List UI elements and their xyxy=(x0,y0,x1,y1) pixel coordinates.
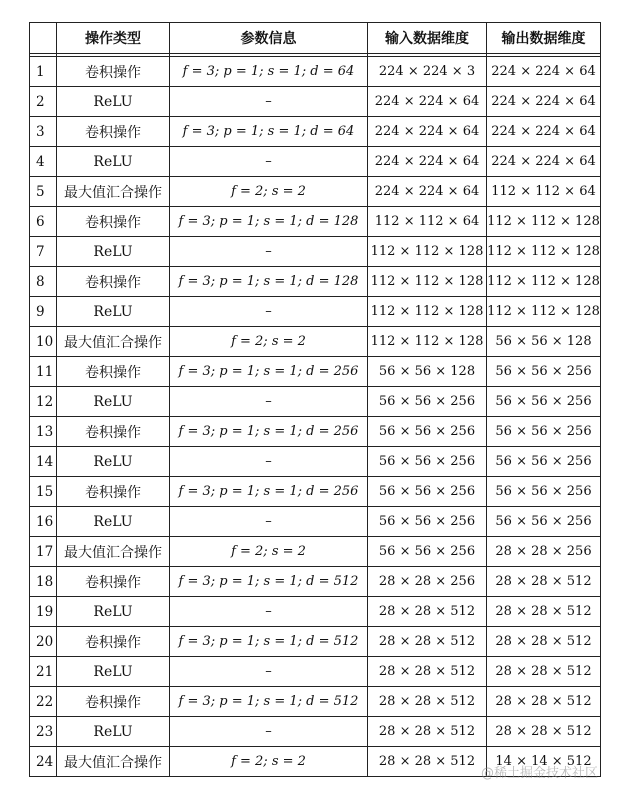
row-index: 19 xyxy=(30,597,57,627)
table-row xyxy=(30,147,601,177)
table-row xyxy=(30,297,601,327)
row-params: – xyxy=(170,717,368,747)
row-params: f = 2; s = 2 xyxy=(170,327,368,357)
row-op-type: 卷积操作 xyxy=(57,207,170,237)
table-row xyxy=(30,567,601,597)
row-output-dim: 28 × 28 × 512 xyxy=(487,627,601,657)
row-index: 12 xyxy=(30,387,57,417)
header-output-dim: 输出数据维度 xyxy=(487,23,601,54)
row-op-type: 卷积操作 xyxy=(57,417,170,447)
row-op-type: 卷积操作 xyxy=(57,567,170,597)
row-params: f = 3; p = 1; s = 1; d = 512 xyxy=(170,687,368,717)
row-input-dim: 56 × 56 × 256 xyxy=(368,537,487,567)
table-row xyxy=(30,657,601,687)
table-row xyxy=(30,417,601,447)
row-output-dim: 224 × 224 × 64 xyxy=(487,147,601,177)
row-output-dim: 112 × 112 × 128 xyxy=(487,207,601,237)
row-params: – xyxy=(170,447,368,477)
table-row xyxy=(30,717,601,747)
row-output-dim: 28 × 28 × 256 xyxy=(487,537,601,567)
row-params: – xyxy=(170,507,368,537)
table-row xyxy=(30,327,601,357)
row-input-dim: 56 × 56 × 256 xyxy=(368,417,487,447)
row-index: 23 xyxy=(30,717,57,747)
row-output-dim: 28 × 28 × 512 xyxy=(487,567,601,597)
row-op-type: 卷积操作 xyxy=(57,477,170,507)
row-op-type: 卷积操作 xyxy=(57,357,170,387)
row-input-dim: 28 × 28 × 512 xyxy=(368,717,487,747)
row-output-dim: 14 × 14 × 512 xyxy=(487,747,601,777)
row-input-dim: 224 × 224 × 64 xyxy=(368,87,487,117)
row-index: 22 xyxy=(30,687,57,717)
row-op-type: ReLU xyxy=(57,717,170,747)
row-op-type: 卷积操作 xyxy=(57,627,170,657)
row-index: 1 xyxy=(30,57,57,87)
row-index: 13 xyxy=(30,417,57,447)
row-index: 5 xyxy=(30,177,57,207)
row-output-dim: 56 × 56 × 256 xyxy=(487,357,601,387)
row-params: – xyxy=(170,597,368,627)
row-params: – xyxy=(170,237,368,267)
table-row xyxy=(30,237,601,267)
table-row xyxy=(30,87,601,117)
row-op-type: ReLU xyxy=(57,657,170,687)
row-index: 16 xyxy=(30,507,57,537)
row-output-dim: 56 × 56 × 256 xyxy=(487,507,601,537)
row-output-dim: 28 × 28 × 512 xyxy=(487,597,601,627)
row-op-type: ReLU xyxy=(57,387,170,417)
row-op-type: ReLU xyxy=(57,87,170,117)
row-op-type: 卷积操作 xyxy=(57,117,170,147)
table-row xyxy=(30,597,601,627)
table-row xyxy=(30,627,601,657)
table-row xyxy=(30,537,601,567)
row-input-dim: 224 × 224 × 64 xyxy=(368,147,487,177)
row-input-dim: 224 × 224 × 64 xyxy=(368,117,487,147)
row-input-dim: 56 × 56 × 256 xyxy=(368,447,487,477)
row-input-dim: 112 × 112 × 128 xyxy=(368,267,487,297)
table-container xyxy=(29,22,601,777)
row-op-type: ReLU xyxy=(57,507,170,537)
row-params: – xyxy=(170,387,368,417)
row-output-dim: 28 × 28 × 512 xyxy=(487,687,601,717)
row-output-dim: 56 × 56 × 128 xyxy=(487,327,601,357)
row-input-dim: 56 × 56 × 256 xyxy=(368,507,487,537)
row-index: 9 xyxy=(30,297,57,327)
vgg-layer-table xyxy=(29,22,601,777)
row-index: 7 xyxy=(30,237,57,267)
row-output-dim: 56 × 56 × 256 xyxy=(487,447,601,477)
row-index: 15 xyxy=(30,477,57,507)
row-index: 3 xyxy=(30,117,57,147)
row-params: – xyxy=(170,297,368,327)
row-input-dim: 28 × 28 × 512 xyxy=(368,687,487,717)
row-output-dim: 28 × 28 × 512 xyxy=(487,657,601,687)
table-row xyxy=(30,687,601,717)
row-params: f = 2; s = 2 xyxy=(170,177,368,207)
table-row xyxy=(30,207,601,237)
row-output-dim: 28 × 28 × 512 xyxy=(487,717,601,747)
row-output-dim: 56 × 56 × 256 xyxy=(487,417,601,447)
row-input-dim: 28 × 28 × 512 xyxy=(368,627,487,657)
row-input-dim: 28 × 28 × 256 xyxy=(368,567,487,597)
row-output-dim: 224 × 224 × 64 xyxy=(487,117,601,147)
row-output-dim: 112 × 112 × 128 xyxy=(487,297,601,327)
table-row xyxy=(30,387,601,417)
row-index: 8 xyxy=(30,267,57,297)
row-index: 14 xyxy=(30,447,57,477)
row-input-dim: 224 × 224 × 64 xyxy=(368,177,487,207)
header-input-dim: 输入数据维度 xyxy=(368,23,487,54)
row-index: 17 xyxy=(30,537,57,567)
row-input-dim: 56 × 56 × 256 xyxy=(368,387,487,417)
row-output-dim: 112 × 112 × 128 xyxy=(487,267,601,297)
table-row xyxy=(30,117,601,147)
row-params: f = 3; p = 1; s = 1; d = 128 xyxy=(170,267,368,297)
row-input-dim: 28 × 28 × 512 xyxy=(368,597,487,627)
row-params: – xyxy=(170,147,368,177)
header-op-type: 操作类型 xyxy=(57,23,170,54)
table-row xyxy=(30,507,601,537)
row-op-type: 卷积操作 xyxy=(57,687,170,717)
row-input-dim: 112 × 112 × 128 xyxy=(368,237,487,267)
row-input-dim: 112 × 112 × 128 xyxy=(368,297,487,327)
row-output-dim: 224 × 224 × 64 xyxy=(487,57,601,87)
row-op-type: 最大值汇合操作 xyxy=(57,537,170,567)
row-input-dim: 56 × 56 × 128 xyxy=(368,357,487,387)
row-index: 18 xyxy=(30,567,57,597)
table-row xyxy=(30,357,601,387)
table-row xyxy=(30,447,601,477)
row-params: f = 3; p = 1; s = 1; d = 256 xyxy=(170,417,368,447)
row-op-type: ReLU xyxy=(57,447,170,477)
row-params: f = 3; p = 1; s = 1; d = 512 xyxy=(170,627,368,657)
row-op-type: ReLU xyxy=(57,147,170,177)
header-index xyxy=(30,23,57,54)
row-output-dim: 112 × 112 × 128 xyxy=(487,237,601,267)
row-output-dim: 112 × 112 × 64 xyxy=(487,177,601,207)
row-params: f = 3; p = 1; s = 1; d = 256 xyxy=(170,477,368,507)
row-op-type: 最大值汇合操作 xyxy=(57,177,170,207)
row-op-type: 卷积操作 xyxy=(57,267,170,297)
table-row xyxy=(30,267,601,297)
row-index: 20 xyxy=(30,627,57,657)
row-op-type: ReLU xyxy=(57,297,170,327)
row-params: f = 3; p = 1; s = 1; d = 128 xyxy=(170,207,368,237)
row-index: 24 xyxy=(30,747,57,777)
row-index: 2 xyxy=(30,87,57,117)
row-index: 21 xyxy=(30,657,57,687)
row-output-dim: 224 × 224 × 64 xyxy=(487,87,601,117)
row-params: f = 3; p = 1; s = 1; d = 64 xyxy=(170,57,368,87)
row-params: f = 2; s = 2 xyxy=(170,537,368,567)
row-params: – xyxy=(170,657,368,687)
table-row xyxy=(30,57,601,87)
header-row xyxy=(30,23,601,54)
row-params: – xyxy=(170,87,368,117)
table-row xyxy=(30,177,601,207)
row-input-dim: 56 × 56 × 256 xyxy=(368,477,487,507)
row-index: 10 xyxy=(30,327,57,357)
row-params: f = 3; p = 1; s = 1; d = 256 xyxy=(170,357,368,387)
row-input-dim: 224 × 224 × 3 xyxy=(368,57,487,87)
row-input-dim: 28 × 28 × 512 xyxy=(368,657,487,687)
watermark: @稀土掘金技术社区 xyxy=(480,766,598,781)
row-index: 11 xyxy=(30,357,57,387)
header-params: 参数信息 xyxy=(170,23,368,54)
row-output-dim: 56 × 56 × 256 xyxy=(487,387,601,417)
table-row xyxy=(30,477,601,507)
row-op-type: ReLU xyxy=(57,237,170,267)
table-body xyxy=(30,54,601,777)
row-op-type: 最大值汇合操作 xyxy=(57,327,170,357)
row-index: 4 xyxy=(30,147,57,177)
row-input-dim: 28 × 28 × 512 xyxy=(368,747,487,777)
row-index: 6 xyxy=(30,207,57,237)
row-params: f = 3; p = 1; s = 1; d = 64 xyxy=(170,117,368,147)
row-op-type: 卷积操作 xyxy=(57,57,170,87)
row-op-type: 最大值汇合操作 xyxy=(57,747,170,777)
row-input-dim: 112 × 112 × 64 xyxy=(368,207,487,237)
row-output-dim: 56 × 56 × 256 xyxy=(487,477,601,507)
row-input-dim: 112 × 112 × 128 xyxy=(368,327,487,357)
row-op-type: ReLU xyxy=(57,597,170,627)
row-params: f = 2; s = 2 xyxy=(170,747,368,777)
row-params: f = 3; p = 1; s = 1; d = 512 xyxy=(170,567,368,597)
